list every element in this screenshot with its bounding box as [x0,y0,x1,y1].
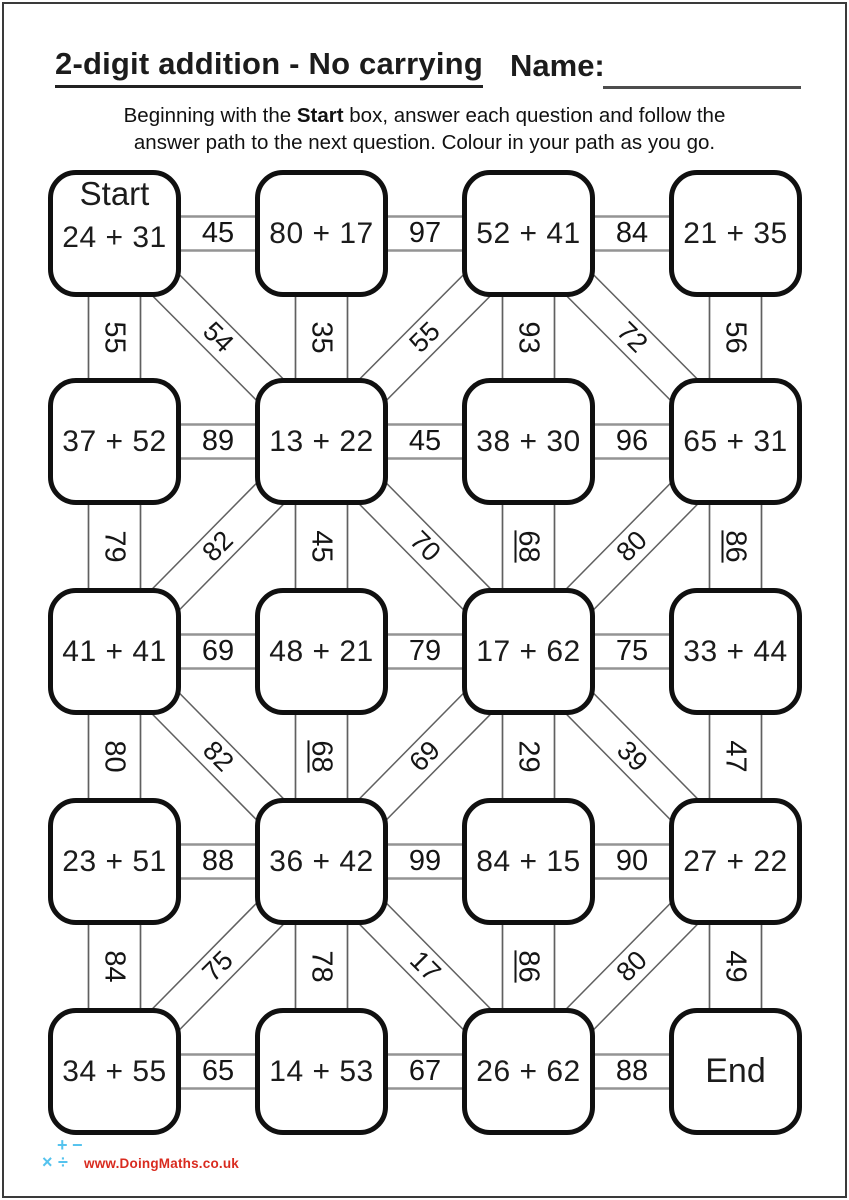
d-connector-label: 54 [197,315,240,359]
times-icon: × [42,1152,53,1172]
problem-text: 80 + 17 [269,216,374,250]
problem-text: 23 + 51 [62,844,167,878]
h-connector-label: 75 [615,635,649,667]
problem-text: 33 + 44 [683,634,788,668]
d-connector-label: 82 [196,524,239,568]
maze-box-r5c3 [462,1008,595,1135]
maze-box-r1c2 [255,170,388,297]
v-connector-label: 84 [98,950,131,983]
maze-box-r3c3 [462,588,595,715]
maze-box-r4c4 [669,798,802,925]
d-connector-label: 69 [403,734,446,778]
d-connector-label: 17 [404,944,447,988]
maze-box-r2c3 [462,378,595,505]
problem-text: 17 + 62 [476,634,581,668]
h-connector-label: 79 [408,635,442,667]
h-connector-label: 67 [408,1055,442,1087]
problem-text: 14 + 53 [269,1054,374,1088]
problem-text: 38 + 30 [476,424,581,458]
maze-box-r4c3 [462,798,595,925]
d-connector-label: 55 [403,315,446,359]
problem-text: 84 + 15 [476,844,581,878]
maze-box-r3c1 [48,588,181,715]
problem-text: 48 + 21 [269,634,374,668]
d-connector-label: 70 [404,524,447,568]
h-connector-label: 88 [615,1055,649,1087]
v-connector-label: 56 [719,321,752,354]
h-connector-label: 65 [201,1055,235,1087]
divide-icon: ÷ [58,1152,68,1172]
maze-box-end [669,1008,802,1135]
problem-text: 13 + 22 [269,424,374,458]
maze-box-r1c3 [462,170,595,297]
problem-text: 21 + 35 [683,216,788,250]
v-connector-label: 86 [512,950,545,983]
problem-text: 27 + 22 [683,844,788,878]
d-connector-label: 72 [611,315,654,359]
h-connector-label: 45 [408,425,442,457]
h-connector-label: 69 [201,635,235,667]
v-connector-label: 68 [305,740,338,773]
v-connector-label: 68 [512,530,545,563]
h-connector-label: 45 [201,217,235,249]
d-connector-label: 80 [610,944,653,988]
v-connector-label: 35 [305,321,338,354]
h-connector-label: 99 [408,845,442,877]
instructions-line1-post: box, answer each question and follow the [343,104,726,127]
problem-text: 41 + 41 [62,634,167,668]
website-link: www.DoingMaths.co.uk [84,1156,240,1171]
maze-box-r2c2 [255,378,388,505]
instructions-line1-pre: Beginning with the [123,104,297,127]
problem-text: 36 + 42 [269,844,374,878]
d-connector-label: 80 [610,524,653,568]
v-connector-label: 47 [719,740,752,773]
end-label: End [705,1052,766,1090]
v-connector-label: 29 [512,740,545,773]
maze-box-r1c4 [669,170,802,297]
maze-box-r4c2 [255,798,388,925]
h-connector-label: 96 [615,425,649,457]
h-connector-label: 84 [615,217,649,249]
h-connector-label: 90 [615,845,649,877]
minus-icon: − [72,1135,83,1155]
maze-box-r2c4 [669,378,802,505]
instructions-line2: answer path to the next question. Colour in your path as you go. [133,131,716,155]
v-connector-label: 78 [305,950,338,983]
start-label: Start [79,175,150,212]
d-connector-label: 82 [197,734,240,778]
h-connector-label: 89 [201,425,235,457]
v-connector-label: 49 [719,950,752,983]
maze-box-start [48,170,181,297]
maze-box-r3c4 [669,588,802,715]
instructions-start-word: Start [296,104,344,127]
v-connector-label: 79 [98,530,131,563]
problem-text: 65 + 31 [683,424,788,458]
problem-text: 24 + 31 [62,221,167,254]
problem-text: 26 + 62 [476,1054,581,1088]
plus-icon: + [57,1135,68,1155]
maze-box-r5c2 [255,1008,388,1135]
problem-text: 52 + 41 [476,216,581,250]
d-connector-label: 75 [196,944,239,988]
v-connector-label: 55 [98,321,131,354]
maze-box-r4c1 [48,798,181,925]
v-connector-label: 45 [305,530,338,563]
v-connector-label: 86 [719,530,752,563]
problem-text: 34 + 55 [62,1054,167,1088]
maze-box-r3c2 [255,588,388,715]
maze-box-r2c1 [48,378,181,505]
problem-text: 37 + 52 [62,424,167,458]
h-connector-label: 88 [201,845,235,877]
name-label: Name: [510,48,605,83]
d-connector-label: 39 [611,734,654,778]
v-connector-label: 80 [98,740,131,773]
h-connector-label: 97 [408,217,442,249]
maze-box-r5c1 [48,1008,181,1135]
page-title: 2-digit addition - No carrying [55,46,483,88]
v-connector-label: 93 [512,321,545,354]
